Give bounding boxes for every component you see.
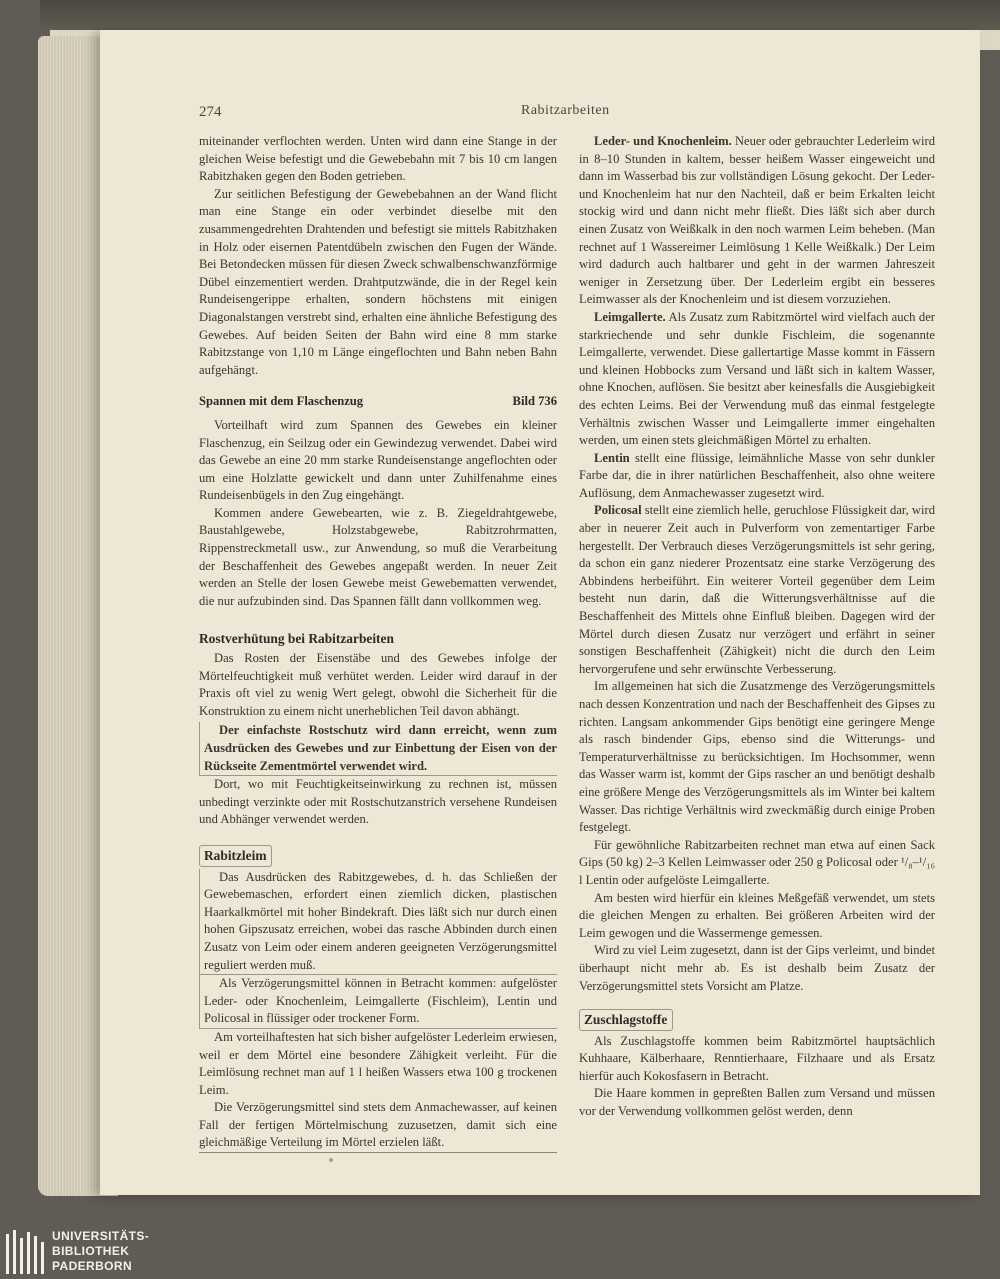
run-in-heading: Lentin	[594, 450, 630, 465]
paragraph: Kommen andere Gewebearten, wie z. B. Ziegeldrahtgewebe, Baustahlgewebe, Holzstabgewebe, Rabitzrohrmatten, Rippenstreckmetall usw., zur Anwendung, so muß die Verarbeitung der Beschaffenheit des Gewebes angepaßt werden. In neuer Zeit werden an Stelle der losen Gewebe meist Gewebematten verwendet, die nur aufzubinden sind. Das Spannen fällt dann vollkommen weg.	[199, 505, 557, 608]
left-column	[199, 133, 557, 1153]
paragraph: Am besten wird hierfür ein kleines Meßgefäß verwendet, um stets die gleichen Mengen zu erhalten. Bei größeren Arbeiten wird der Leim gewogen und die Wassermenge gemessen.	[579, 890, 935, 940]
paragraph	[579, 309, 935, 450]
right-column	[579, 133, 935, 1121]
subheading	[199, 393, 557, 411]
run-in-heading: Policosal	[594, 503, 642, 518]
running-title: Rabitzarbeiten	[521, 103, 610, 118]
logo-line: BIBLIOTHEK	[52, 1244, 130, 1258]
paragraph: Vorteilhaft wird zum Spannen des Gewebes ein kleiner Flaschenzug, ein Seilzug oder ein Gewindezug verwendet. Dabei wird das Gewebe an eine 20 mm starke Rundeisenstange angeflochten oder um eine Holzlatte gewickelt und dann unter Zuhilfenahme eines Rundeisenbügels in den Zug eingehängt.	[199, 417, 557, 503]
run-in-heading: Leder- und Knochenleim.	[594, 134, 732, 148]
paragraph: Zur seitlichen Befestigung der Gewebebahnen an der Wand flicht man eine Stange ein oder verbindet dieselbe mit den zusammengedrehten Drahtenden und befestigt sie mittels Rabitzhaken in Holz oder eisernen Patentdübeln zwischen den Fugen der Wände. Bei Betondecken müssen für diesen Zweck schwalbenschwanzförmige Dübel einzementiert werden. Drahtputzwände, die in der Regel kein Rundeisengerippe erhalten, sondern höchstens mit einigen Diagonalstangen verstrebt sind, erhalten eine ähnliche Befestigung des Gewebes. Auf beiden Seiten der Bahn wird eine 8 mm starke Rabitzstange von 1,10 m Länge eingeflochten und Bahn neben Bahn aufgehängt.	[199, 186, 557, 377]
paragraph: Als Zuschlagstoffe kommen beim Rabitzmörtel hauptsächlich Kuhhaare, Kälberhaare, Renntierhaare, Filzhaare und als Ersatz hierfür auch Kokosfasern in Betracht.	[579, 1033, 935, 1083]
paragraph: Wird zu viel Leim zugesetzt, dann ist der Gips verleimt, und bindet überhaupt nicht mehr ab. Es ist deshalb beim Zusatz der Verzögerungsmittel stets Vorsicht am Platze.	[579, 943, 935, 993]
run-in-heading: Leimgallerte.	[594, 309, 666, 324]
section-heading-rost: Rostverhütung bei Rabitzarbeiten	[199, 631, 394, 647]
section-heading-wrapper	[199, 845, 557, 867]
section-heading-zuschlagstoffe: Zuschlagstoffe	[579, 1009, 673, 1031]
paragraph	[579, 133, 935, 309]
paragraph: Das Ausdrücken des Rabitzgewebes, d. h. das Schließen der Gewebemaschen, erfordert einen ziemlich dicken, plastischen Haarkalkmörtel mit hoher Bindekraft. Dies läßt sich nur durch einen hohen Gipszusatz erreichen, wobei das rasche Abbinden durch einen Zusatz von Leim oder einem anderen geeigneten Verzögerungsmittel reguliert werden muß.	[199, 869, 557, 976]
logo-line: UNIVERSITÄTS-	[52, 1229, 150, 1243]
section-heading-wrapper	[579, 1009, 935, 1031]
paragraph: Am vorteilhaftesten hat sich bisher aufgelöster Lederleim erwiesen, weil er dem Mörtel eine besondere Zähigkeit verleiht. Für die Leimlösung rechnet man auf 1 l heißen Wassers etwa 100 g trockenen Leim.	[199, 1029, 557, 1097]
library-logo-text	[52, 1229, 149, 1274]
paragraph: Im allgemeinen hat sich die Zusatzmenge des Verzögerungsmittels nach dessen Konzentration und nach der Beschaffenheit des Gipses zu richten. Langsam ankommender Gips benötigt eine geringere Menge als rasch bindender Gips, ebenso sind die Witterungs- und Temperaturverhältnisse zu berücksichtigen. Im Hochsommer, wenn das Wasser warm ist, kommt der Gips rascher an und benötigt deshalb eine größere Menge des Verzögerungsmittels als im Winter bei kaltem Wasser. Das richtige Verhältnis wird zweckmäßig durch einige Proben festgelegt.	[579, 679, 935, 835]
paragraph-text: stellt eine ziemlich helle, geruchlose Flüssigkeit dar, wird aber in neuerer Zeit auch in Pulverform von zementartiger Farbe hergestellt. Der Verbrauch dieses Verzögerungsmittels ist sehr gering, da schon ein ganz niederer Prozentsatz eine starke Verzögerung des Abbindens herbeiführt. Ein weiterer Vorteil gegenüber dem Leim besteht nun darin, daß die Witterungsverhältnisse auf die Beschaffenheit des Mittels ohne Einfluß bleiben. Dagegen wird der Mörtel durch diesen Zusatz nur verzögert und erfährt in seiner sonstigen Beschaffenheit (Zähigkeit) nicht die durch den Leim hervorgerufene und sehr erwünschte Verbesserung.	[579, 503, 935, 676]
logo-line: PADERBORN	[52, 1259, 133, 1273]
figure-reference: Bild 736	[512, 394, 557, 409]
page-number: 274	[199, 104, 222, 120]
paragraph: Das Rosten der Eisenstäbe und des Gewebes infolge der Mörtelfeuchtigkeit muß verhütet werden. Leider wird darauf in der Praxis oft viel zu wenig Wert gelegt, obwohl die Sicherheit für die Konstruktion zu einem nicht unerheblichen Teil davon abhängt.	[199, 651, 557, 718]
paragraph	[579, 450, 935, 503]
library-logo-icon	[4, 1228, 48, 1276]
subheading-title: Spannen mit dem Flaschenzug	[199, 394, 364, 409]
paragraph	[579, 502, 935, 678]
paragraph: Die Haare kommen in gepreßten Ballen zum Versand und müssen vor der Verwendung vollkommen gelöst werden, denn	[579, 1086, 935, 1119]
library-logo	[0, 1228, 200, 1279]
paragraph: Die Verzögerungsmittel sind stets dem Anmachewasser, auf keinen Fall der fertigen Mörtelmischung zuzusetzen, damit sich eine gleichmäßige Verteilung im Mörtel erzielen läßt.	[199, 1099, 557, 1153]
paragraph-text: stellt eine flüssige, leimähnliche Masse von sehr dunkler Farbe dar, die in ihrer natürlichen Beschaffenheit, also ohne weitere Auflösung, dem Anmachewasser zugesetzt wird.	[579, 450, 935, 500]
paragraph: miteinander verflochten werden. Unten wird dann eine Stange in der gleichen Weise befestigt und die Gewebebahn mit 7 bis 10 cm langen Rabitzhaken gegen den Boden getrieben.	[199, 134, 557, 184]
page-speck	[329, 1158, 333, 1162]
highlighted-paragraph: Der einfachste Rostschutz wird dann erreicht, wenn zum Ausdrücken des Gewebes und zur Einbettung der Eisen von der Rückseite Zementmörtel verwendet wird.	[199, 722, 557, 776]
paragraph-text: Neuer oder gebrauchter Lederleim wird in 8–10 Stunden in kaltem, besser heißem Wasser eingeweicht und dann im Wasserbad bis zur vollständigen Lösung gekocht. Der Leder- und Knochenleim hat nur den Nachteil, daß er beim Erkalten leicht stockig wird und dann nicht mehr fließt. Dies läßt sich aber durch einen Zusatz von Weißkalk in den noch warmen Leim beheben. (Man rechnet auf 1 Wassereimer Leimlösung 1 Kelle Weißkalk.) Der Leim wird dadurch auch haltbarer und geht in der warmen Jahreszeit weniger in Zersetzung über. Der Lederleim ergibt ein besseres Leimwasser als der Knochenleim und ist diesem vorzuziehen.	[579, 134, 935, 307]
section-heading-rabitzleim: Rabitzleim	[199, 845, 272, 867]
paragraph: Dort, wo mit Feuchtigkeitseinwirkung zu rechnen ist, müssen unbedingt verzinkte oder mit Rostschutzanstrich versehene Rundeisen und Abhänger verwendet werden.	[199, 777, 557, 827]
paragraph: Für gewöhnliche Rabitzarbeiten rechnet man etwa auf einen Sack Gips (50 kg) 2–3 Kellen Leimwasser oder 250 g Policosal oder ¹/₈–¹/₁₆ l Lentin oder aufgelöste Leimgallerte.	[579, 837, 935, 887]
paragraph: Als Verzögerungsmittel können in Betracht kommen: aufgelöster Leder- oder Knochenleim, Leimgallerte (Fischleim), Lentin und Policosal in flüssiger oder trockener Form.	[199, 975, 557, 1029]
paragraph-text: Als Zusatz zum Rabitzmörtel wird vielfach auch der starkriechende und sehr dunkle Fischleim, die sogenannte Leimgallerte, verwendet. Diese gallertartige Masse kommt in Fässern und kleinen Hobbocks zum Versand und läßt sich in kaltem Wasser, ohne Knochen, auflösen. Sie besitzt aber keinesfalls die Ausgiebigkeit des echten Leims. Bei der Verwendung muß das einmal festgelegte Verhältnis zwischen Wasser und Leimgallerte immer eingehalten werden, um einen stets gleichmäßigen Mörtel zu erhalten.	[579, 309, 935, 448]
